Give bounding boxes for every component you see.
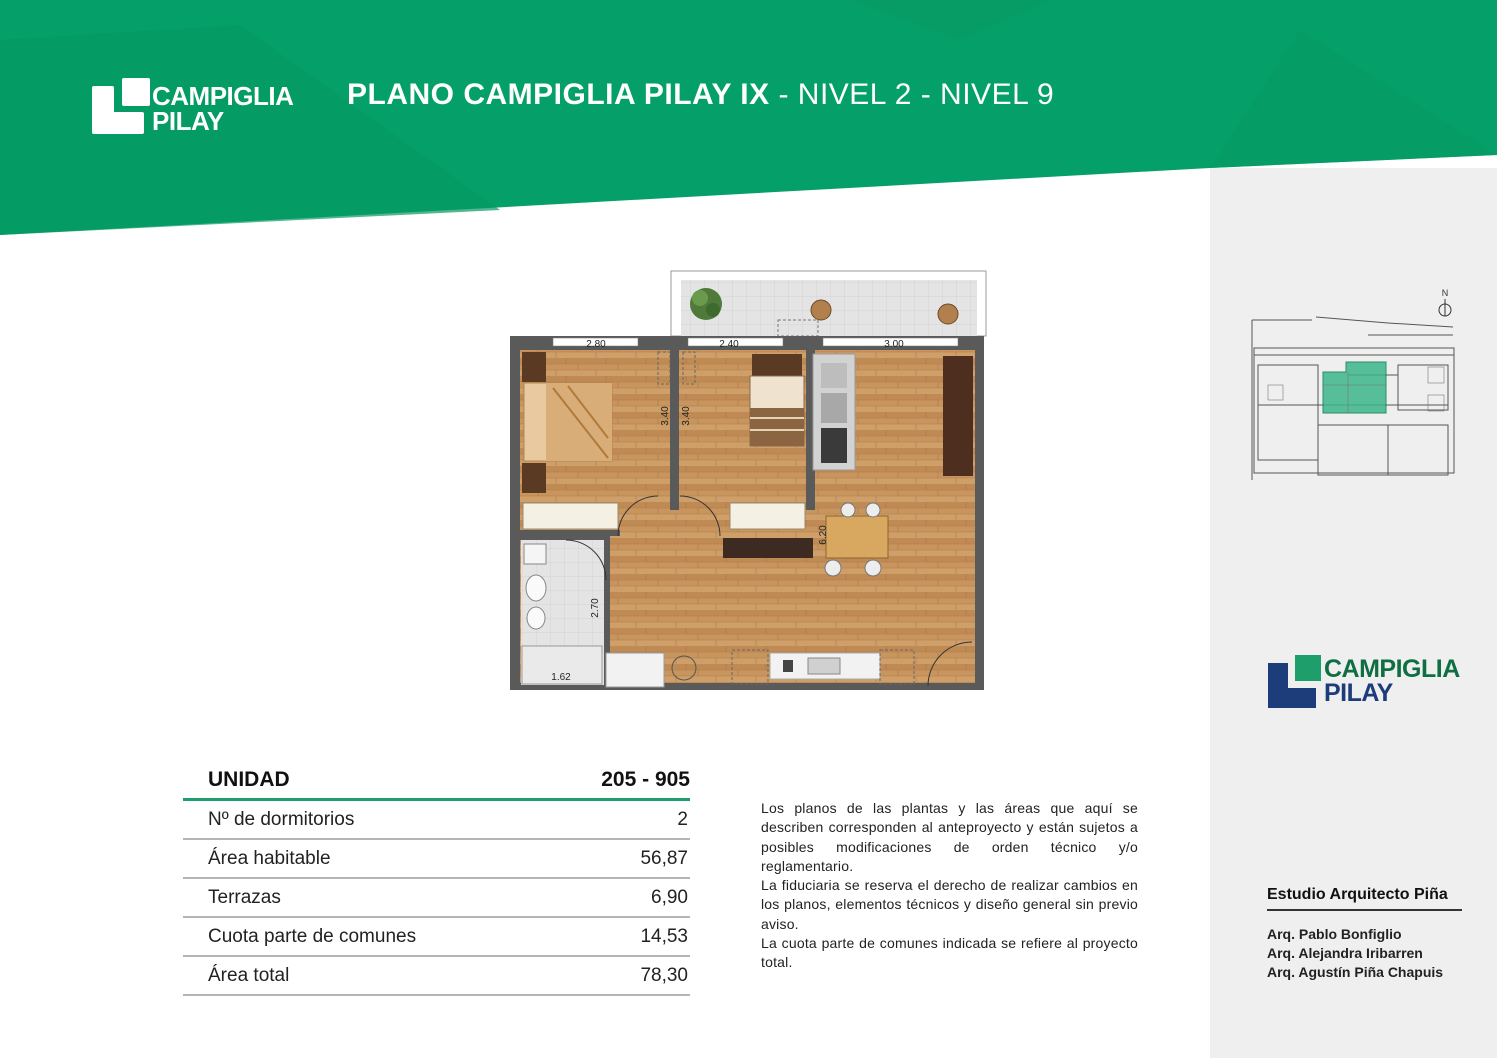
sofa-icon — [813, 354, 855, 470]
unit-table — [183, 768, 690, 996]
dimension-label: 1.62 — [551, 672, 571, 683]
unit-label: UNIDAD — [208, 768, 290, 791]
table-row — [183, 957, 690, 996]
logo-wordmark — [152, 81, 294, 136]
studio-credits — [1267, 886, 1462, 982]
disclaimer-paragraph: La fiduciaria se reserva el derecho de realizar cambios en los planos, elementos técnicos y diseño general sin previo aviso. — [761, 877, 1138, 932]
dimension-label: 3.40 — [681, 406, 692, 426]
row-value: 14,53 — [640, 925, 688, 947]
table-row — [183, 918, 690, 957]
logo-line2: PILAY — [152, 106, 224, 136]
plant-icon — [690, 288, 722, 320]
disclaimer-paragraph: La cuota parte de comunes indicada se refiere al proyecto total. — [761, 935, 1138, 971]
sidebar-logo-line2: PILAY — [1324, 679, 1393, 707]
architect-name: Arq. Alejandra Iribarren — [1267, 945, 1423, 961]
disclaimer-text — [761, 799, 1138, 973]
table-row — [183, 840, 690, 879]
page-title — [347, 78, 1054, 112]
table-row — [183, 801, 690, 840]
floor-plan — [508, 268, 988, 693]
architect-name: Arq. Agustín Piña Chapuis — [1267, 964, 1444, 980]
row-label: Nº de dormitorios — [208, 808, 355, 830]
table-row — [183, 879, 690, 918]
row-value: 6,90 — [651, 886, 688, 908]
architect-name: Arq. Pablo Bonfiglio — [1267, 926, 1402, 942]
row-label: Área habitable — [208, 847, 331, 869]
page-title-level: - NIVEL 2 - NIVEL 9 — [769, 78, 1055, 111]
logo-mark — [92, 78, 152, 138]
dimension-label: 3.00 — [884, 339, 904, 350]
disclaimer-paragraph: Los planos de las plantas y las áreas que aquí se describen corresponden al anteproyecto y están sujetos a posibles modificaciones de orden técnico y/o reglamentario. — [761, 800, 1138, 874]
sidebar-logo-mark — [1268, 655, 1323, 710]
row-label: Cuota parte de comunes — [208, 925, 417, 947]
north-label: N — [1441, 288, 1449, 298]
row-value: 2 — [677, 808, 688, 830]
north-arrow-icon — [1439, 299, 1451, 316]
row-label: Área total — [208, 964, 290, 986]
logo-line1: CAMPIGLIA — [152, 81, 294, 111]
studio-title: Estudio Arquitecto Piña — [1267, 886, 1462, 911]
row-value: 56,87 — [640, 847, 688, 869]
dimension-label: 2.40 — [719, 339, 739, 350]
sidebar-logo-wordmark — [1324, 657, 1460, 705]
unit-table-header — [183, 768, 690, 801]
row-label: Terrazas — [208, 886, 281, 908]
single-bed-icon — [750, 354, 804, 446]
unit-number: 205 - 905 — [601, 768, 690, 791]
dimension-label: 2.70 — [590, 598, 601, 618]
page-title-bold: PLANO CAMPIGLIA PILAY IX — [347, 78, 770, 111]
sidebar-logo-line1: CAMPIGLIA — [1324, 655, 1460, 683]
row-value: 78,30 — [640, 964, 688, 986]
architects-list — [1267, 925, 1462, 982]
dimension-label: 3.40 — [660, 406, 671, 426]
building-key-plan — [1248, 285, 1458, 495]
dimension-label: 2.80 — [586, 339, 606, 350]
dimension-label: 6.20 — [818, 525, 829, 545]
